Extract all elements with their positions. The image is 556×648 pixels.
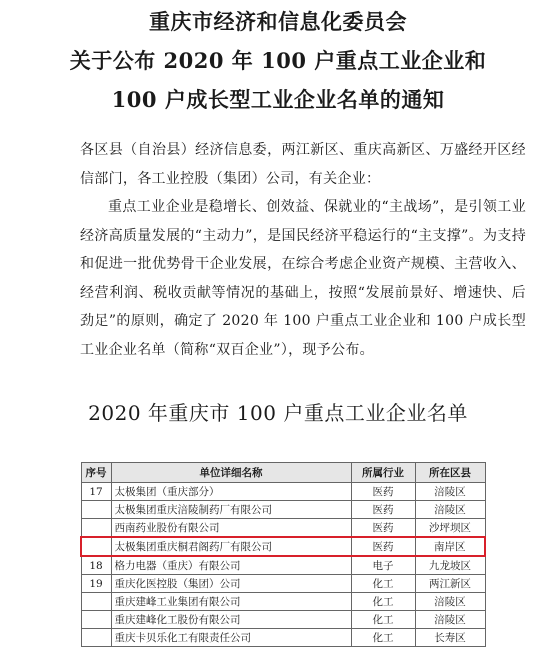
district-cell: 涪陵区 (415, 501, 485, 519)
notice-title-line-1: 重庆市经济和信息化委员会 (149, 9, 407, 34)
company-name-cell: 重庆卡贝乐化工有限责任公司 (111, 629, 351, 647)
table-row (81, 575, 485, 593)
table-row-highlighted (81, 537, 485, 556)
header-district: 所在区县 (415, 463, 485, 483)
industry-cell: 医药 (351, 519, 415, 538)
row-number (81, 629, 111, 647)
industry-cell: 医药 (351, 537, 415, 556)
industry-cell: 化工 (351, 629, 415, 647)
district-cell: 涪陵区 (415, 483, 485, 501)
table-row (81, 483, 485, 501)
table-row (81, 629, 485, 647)
row-number (81, 593, 111, 611)
district-cell: 南岸区 (415, 537, 485, 556)
industry-cell: 化工 (351, 575, 415, 593)
company-name-cell: 太极集团（重庆部分） (111, 483, 351, 501)
district-cell: 九龙坡区 (415, 556, 485, 575)
table-row (81, 519, 485, 538)
company-name-cell: 西南药业股份有限公司 (111, 519, 351, 538)
row-number (81, 519, 111, 538)
company-name-cell: 格力电器（重庆）有限公司 (111, 556, 351, 575)
table-row (81, 593, 485, 611)
industry-cell: 化工 (351, 593, 415, 611)
notice-title-line-2: 关于公布 2020 年 100 户重点工业企业和 (69, 48, 487, 73)
header-number: 序号 (81, 463, 111, 483)
industry-cell: 医药 (351, 483, 415, 501)
row-number: 17 (81, 483, 111, 501)
district-cell: 涪陵区 (415, 593, 485, 611)
enterprise-table (80, 462, 486, 647)
company-name-cell: 太极集团重庆桐君阁药厂有限公司 (111, 537, 351, 556)
row-number (81, 501, 111, 519)
notice-body-text: 重点工业企业是稳增长、创效益、保就业的“主战场”，是引领工业经济高质量发展的“主动力”，是国民经济平稳运行的“主支撑”。为支持和促进一批优势骨干企业发展，在综合考虑企业资产规模、主营收入、经营利润、税收贡献等情况的基础上，按照“发展前景好、增速快、后劲足”的原则，确定了 2020 年 100 户重点工业企业和 100 户成长型工业企业名单（简称“双百企业”），现予公布。 (80, 199, 526, 358)
company-name-cell: 太极集团重庆涪陵制药厂有限公司 (111, 501, 351, 519)
header-company-name: 单位详细名称 (111, 463, 351, 483)
district-cell: 涪陵区 (415, 611, 485, 629)
district-cell: 沙坪坝区 (415, 519, 485, 538)
industry-cell: 电子 (351, 556, 415, 575)
table-row (81, 556, 485, 575)
industry-cell: 化工 (351, 611, 415, 629)
table-row (81, 501, 485, 519)
company-name-cell: 重庆建峰化工股份有限公司 (111, 611, 351, 629)
header-industry: 所属行业 (351, 463, 415, 483)
company-name-cell: 重庆建峰工业集团有限公司 (111, 593, 351, 611)
notice-title-line-3: 100 户成长型工业企业名单的通知 (111, 87, 445, 112)
list-title: 2020 年重庆市 100 户重点工业企业名单 (88, 401, 468, 425)
addressee-text: 各区县（自治县）经济信息委，两江新区、重庆高新区、万盛经开区经信部门，各工业控股（集团）公司，有关企业： (80, 142, 526, 187)
row-number (81, 611, 111, 629)
district-cell: 长寿区 (415, 629, 485, 647)
company-name-cell: 重庆化医控股（集团）公司 (111, 575, 351, 593)
row-number (81, 537, 111, 556)
industry-cell: 医药 (351, 501, 415, 519)
district-cell: 两江新区 (415, 575, 485, 593)
table-row (81, 611, 485, 629)
row-number: 18 (81, 556, 111, 575)
table-header-row (81, 463, 485, 483)
row-number: 19 (81, 575, 111, 593)
